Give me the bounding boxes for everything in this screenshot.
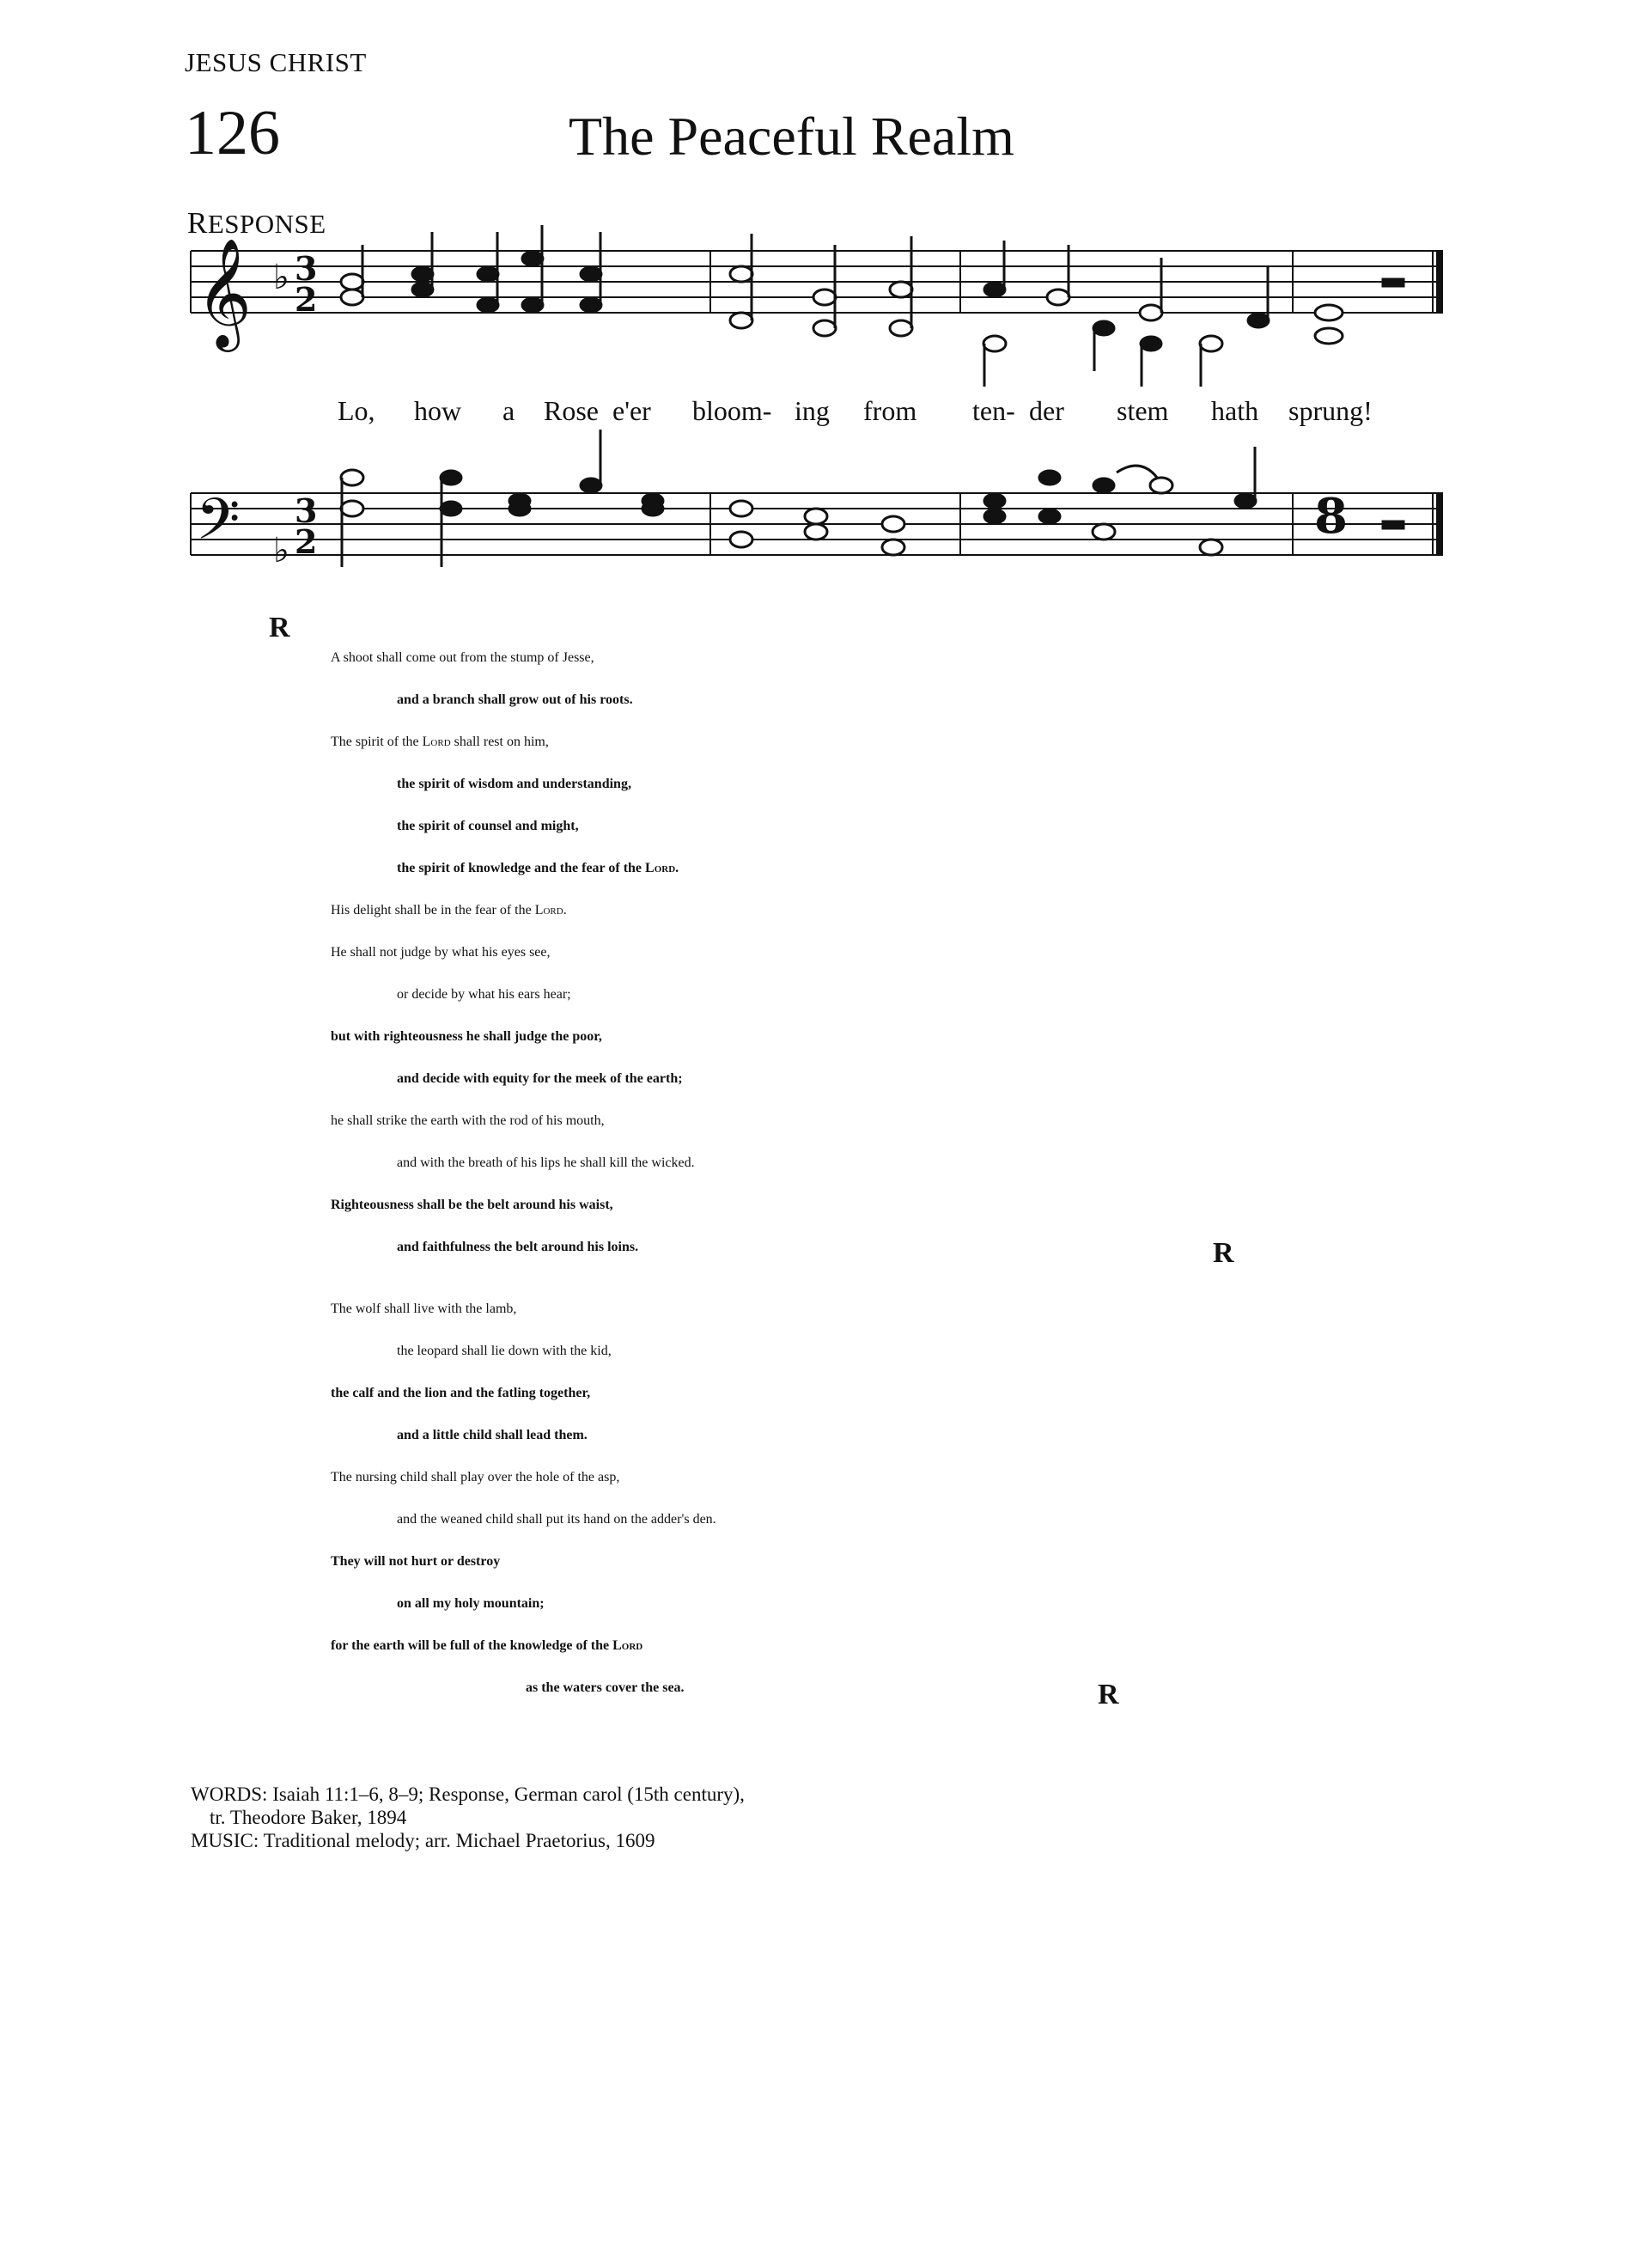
note — [441, 471, 461, 485]
psalm-line: and faithfulness the belt around his loins. — [397, 1240, 639, 1254]
response-label-rest: ESPONSE — [207, 209, 326, 239]
psalm-line: His delight shall be in the fear of the Lord. — [331, 903, 567, 918]
note — [581, 479, 601, 492]
credits-translator: tr. Theodore Baker, 1894 — [210, 1807, 407, 1828]
bass-clef-icon: 𝄢 — [196, 486, 241, 566]
hymn-number: 126 — [185, 98, 280, 168]
note — [478, 267, 498, 281]
time-signatures — [295, 249, 317, 561]
note — [890, 282, 912, 297]
note — [412, 267, 433, 281]
psalm-line: and with the breath of his lips he shall kill the wicked. — [397, 1155, 695, 1170]
psalm-line: The nursing child shall play over the hole of the asp, — [331, 1470, 620, 1485]
psalm-line: Righteousness shall be the belt around his waist, — [331, 1198, 613, 1212]
response-music-notation — [0, 0, 1632, 619]
note — [730, 266, 752, 282]
note — [642, 502, 663, 515]
svg-text:2: 2 — [295, 522, 318, 561]
rest — [1383, 521, 1404, 528]
lyric-syllable: stem — [1117, 395, 1169, 426]
psalm-line: or decide by what his ears hear; — [397, 987, 571, 1002]
note — [412, 283, 433, 296]
psalm-line: as the waters cover the sea. — [526, 1680, 685, 1695]
response-marker: R — [269, 612, 290, 643]
note — [882, 516, 904, 532]
svg-text:3: 3 — [295, 491, 318, 530]
psalm-line: He shall not judge by what his eyes see, — [331, 945, 551, 960]
note — [730, 532, 752, 547]
note — [984, 494, 1005, 508]
psalm-line: but with righteousness he shall judge the poor, — [331, 1029, 602, 1044]
note — [1315, 305, 1343, 320]
final-barline-bass — [1436, 493, 1443, 555]
rest — [1383, 279, 1404, 286]
psalm-line: on all my holy mountain; — [397, 1596, 545, 1611]
lyric-syllable: from — [863, 395, 917, 426]
note — [813, 320, 836, 336]
psalm-line: and decide with equity for the meek of the earth; — [397, 1071, 683, 1086]
lyric-syllable: ing — [795, 395, 830, 426]
note — [813, 290, 836, 305]
note — [730, 501, 752, 516]
credits — [191, 1783, 745, 1852]
psalm-line: for the earth will be full of the knowledge of the Lord — [331, 1638, 643, 1653]
note — [1315, 328, 1343, 344]
credits-words: WORDS: Isaiah 11:1–6, 8–9; Response, German carol (15th century), — [191, 1783, 745, 1805]
note — [341, 470, 363, 485]
note — [581, 267, 601, 281]
psalm-line: and the weaned child shall put its hand on the adder's den. — [397, 1512, 716, 1527]
note — [984, 509, 1005, 523]
psalm-line: The wolf shall live with the lamb, — [331, 1302, 517, 1316]
lyric-syllable: how — [414, 395, 462, 426]
svg-text:3: 3 — [295, 249, 318, 288]
note — [984, 283, 1005, 296]
note — [1039, 471, 1060, 485]
note — [509, 502, 530, 515]
psalm-line: A shoot shall come out from the stump of Jesse, — [331, 650, 594, 665]
psalm-line: The spirit of the Lord shall rest on him, — [331, 735, 549, 749]
psalm-line: and a branch shall grow out of his roots. — [397, 692, 633, 707]
note — [1200, 336, 1222, 351]
response-marker: R — [1098, 1679, 1119, 1710]
note — [522, 298, 543, 312]
note — [805, 524, 827, 540]
psalm-line: the spirit of knowledge and the fear of the Lord. — [397, 861, 679, 875]
note — [1235, 494, 1256, 508]
response-label-initial: R — [187, 206, 208, 240]
flat-icon: ♭ — [273, 531, 289, 570]
lyric-syllable: Rose — [544, 395, 599, 426]
note — [805, 509, 827, 524]
note — [1140, 305, 1162, 320]
note — [1248, 314, 1269, 327]
note — [1093, 479, 1114, 492]
note — [1150, 478, 1172, 493]
psalm-line: They will not hurt or destroy — [331, 1554, 501, 1569]
note — [441, 502, 461, 515]
response-marker: R — [1213, 1237, 1234, 1269]
section-heading: JESUS CHRIST — [185, 47, 367, 77]
note — [1141, 337, 1161, 351]
note — [1093, 321, 1114, 335]
flat-icon: ♭ — [273, 258, 289, 297]
lyric-syllable: e'er — [612, 395, 651, 426]
psalm-line: and a little child shall lead them. — [397, 1428, 588, 1442]
psalm-line: he shall strike the earth with the rod of his mouth, — [331, 1113, 605, 1128]
note — [882, 540, 904, 555]
credits-music: MUSIC: Traditional melody; arr. Michael Praetorius, 1609 — [191, 1830, 655, 1851]
treble-clef-icon: 𝄞 — [196, 237, 253, 347]
note-stack: 8 — [1314, 488, 1348, 545]
lyric-syllable: hath — [1211, 395, 1259, 426]
psalm-line: the spirit of wisdom and understanding, — [397, 777, 631, 791]
psalm-line: the spirit of counsel and might, — [397, 819, 579, 833]
note — [1039, 509, 1060, 523]
note — [581, 298, 601, 312]
svg-text:2: 2 — [295, 280, 318, 319]
note — [890, 320, 912, 336]
lyric-syllable: bloom- — [692, 395, 772, 426]
note — [478, 298, 498, 312]
note — [983, 336, 1006, 351]
lyric-syllable: sprung! — [1288, 395, 1373, 426]
note — [341, 501, 363, 516]
bass-notes — [341, 430, 1404, 567]
note — [1093, 524, 1115, 540]
note — [1047, 290, 1069, 305]
lyric-syllable: der — [1029, 395, 1064, 426]
note — [341, 290, 363, 305]
note — [730, 313, 752, 328]
lyric-syllable: a — [502, 395, 515, 426]
note — [522, 252, 543, 265]
psalm-line: the calf and the lion and the fatling together, — [331, 1386, 591, 1400]
psalm-line: the leopard shall lie down with the kid, — [397, 1344, 612, 1358]
lyric-syllable: ten- — [972, 395, 1015, 426]
lyric-syllable: Lo, — [338, 395, 375, 426]
hymn-title: The Peaceful Realm — [569, 106, 1014, 167]
note — [1200, 540, 1222, 555]
final-barline-treble — [1436, 251, 1443, 313]
treble-notes — [341, 225, 1404, 387]
note — [341, 274, 363, 290]
